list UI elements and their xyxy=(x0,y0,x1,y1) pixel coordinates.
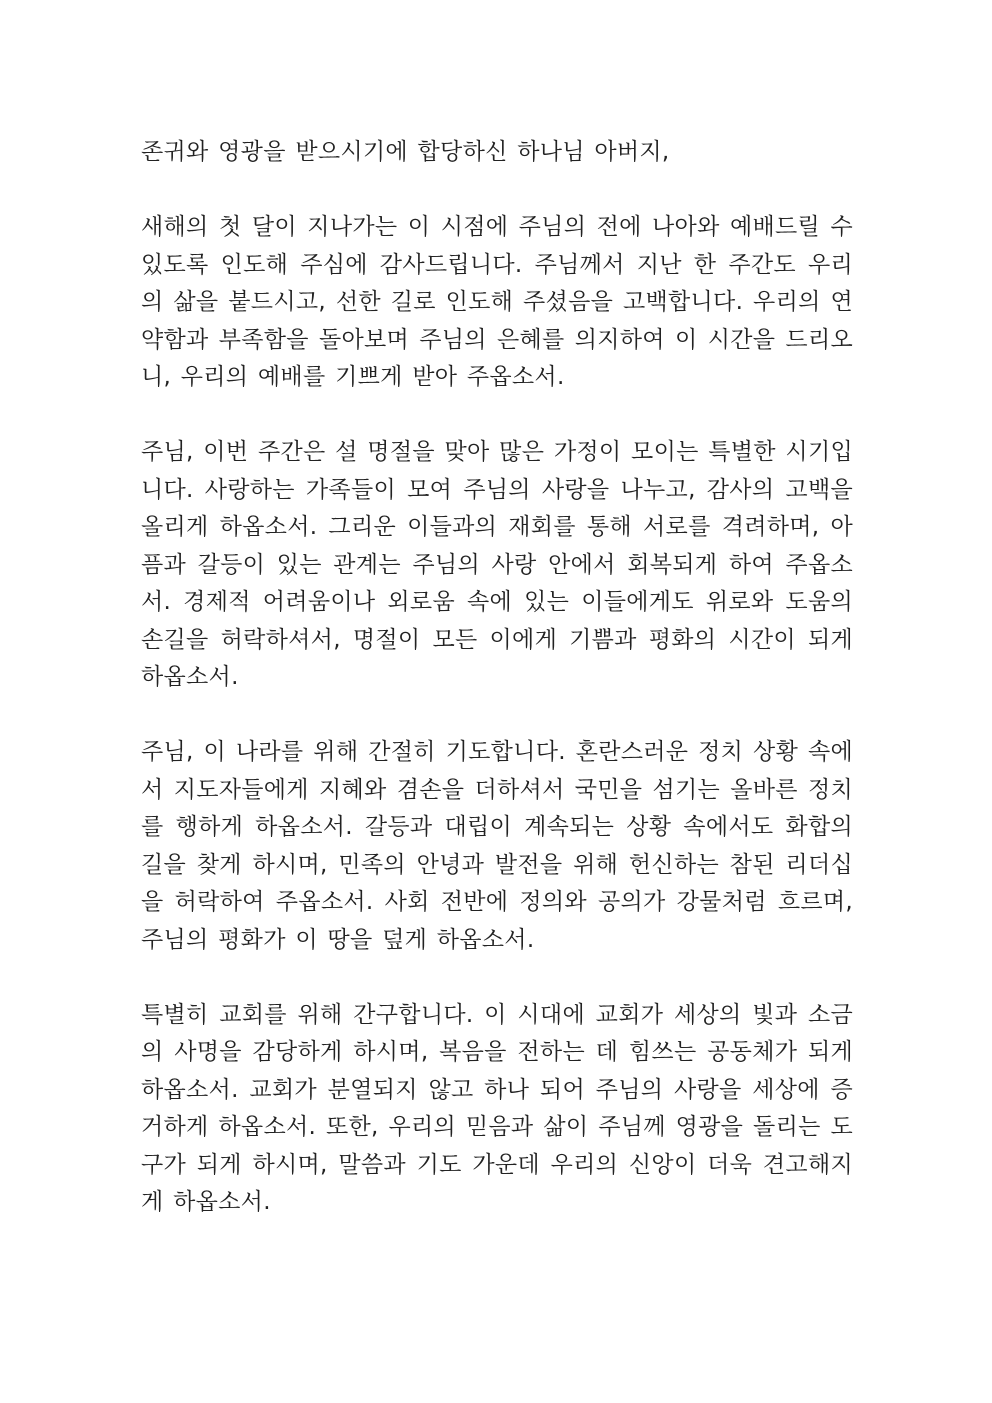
paragraph-nation: 주님, 이 나라를 위해 간절히 기도합니다. 혼란스러운 정치 상황 속에서 지도자들에게 지혜와 겸손을 더하셔서 국민을 섬기는 올바른 정치를 행하게 하옵소서. 갈등과 대립이 계속되는 상황 속에서도 화합의 길을 찾게 하시며, 민족의 안녕과 발전을 위해 헌신하는 참된 리더십을 허락하여 주옵소서. 사회 전반에 정의와 공의가 강물처럼 흐르며, 주님의 평화가 이 땅을 덮게 하옵소서. xyxy=(141,739,853,953)
greeting-line: 존귀와 영광을 받으시기에 합당하신 하나님 아버지, xyxy=(141,139,670,165)
paragraph-thanksgiving: 새해의 첫 달이 지나가는 이 시점에 주님의 전에 나아와 예배드릴 수 있도록 인도해 주심에 감사드립니다. 주님께서 지난 한 주간도 우리의 삶을 붙드시고, 선한 길로 인도해 주셨음을 고백합니다. 우리의 연약함과 부족함을 돌아보며 주님의 은혜를 의지하여 이 시간을 드리오니, 우리의 예배를 기쁘게 받아 주옵소서. xyxy=(141,214,853,390)
prayer-text xyxy=(141,134,853,1222)
paragraph-holiday: 주님, 이번 주간은 설 명절을 맞아 많은 가정이 모이는 특별한 시기입니다. 사랑하는 가족들이 모여 주님의 사랑을 나누고, 감사의 고백을 올리게 하옵소서. 그리운 이들과의 재회를 통해 서로를 격려하며, 아픔과 갈등이 있는 관계는 주님의 사랑 안에서 회복되게 하여 주옵소서. 경제적 어려움이나 외로움 속에 있는 이들에게도 위로와 도움의 손길을 허락하셔서, 명절이 모든 이에게 기쁨과 평화의 시간이 되게 하옵소서. xyxy=(141,439,853,690)
paragraph-church: 특별히 교회를 위해 간구합니다. 이 시대에 교회가 세상의 빛과 소금의 사명을 감당하게 하시며, 복음을 전하는 데 힘쓰는 공동체가 되게 하옵소서. 교회가 분열되지 않고 하나 되어 주님의 사랑을 세상에 증거하게 하옵소서. 또한, 우리의 믿음과 삶이 주님께 영광을 돌리는 도구가 되게 하시며, 말씀과 기도 가운데 우리의 신앙이 더욱 견고해지게 하옵소서. xyxy=(141,1001,853,1215)
